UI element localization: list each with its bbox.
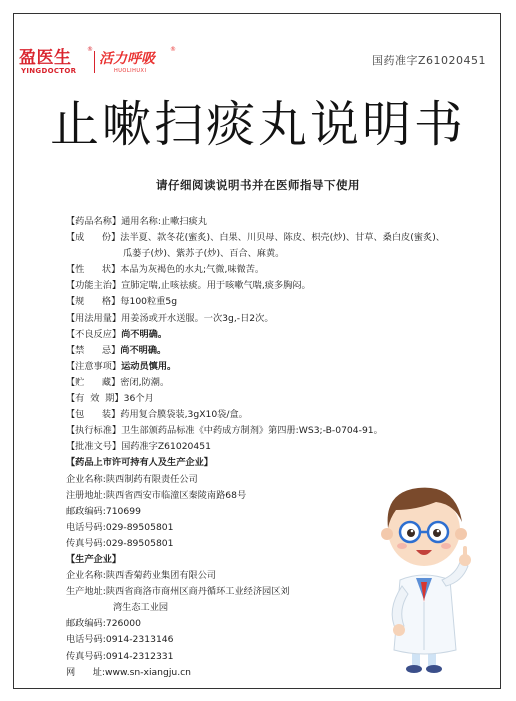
field-label: 【批准文号】 — [66, 441, 122, 453]
holder-value: 710699 — [105, 505, 141, 517]
field-specification — [66, 294, 476, 310]
maker-label: 邮政编码: — [66, 618, 106, 630]
field-label: 【禁 忌】 — [66, 344, 121, 356]
field-label: 【规 格】 — [66, 296, 121, 308]
field-label: 【执行标准】 — [66, 425, 122, 437]
maker-heading: 【生产企业】 — [66, 553, 122, 565]
holder-label: 电话号码: — [66, 521, 106, 533]
field-label: 【功能主治】 — [66, 280, 122, 292]
holder-label: 邮政编码: — [66, 505, 106, 517]
holder-value: 029-89505801 — [105, 521, 174, 533]
brand-divider — [94, 51, 95, 73]
holder-label: 企业名称: — [66, 473, 106, 485]
holder-heading: 【药品上市许可持有人及生产企业】 — [66, 457, 213, 469]
shoe-left — [406, 665, 422, 673]
brand2-logo-main: 活力呼吸 — [99, 51, 155, 67]
field-label: 【性 状】 — [66, 264, 121, 276]
field-label: 【药品名称】 — [66, 216, 122, 227]
field-indications — [66, 278, 476, 294]
registered-icon: ® — [87, 46, 93, 53]
field-value: 36个月 — [123, 393, 154, 405]
page-subtitle: 请仔细阅读说明书并在医师指导下使用 — [156, 178, 360, 192]
field-label: 【有 效 期】 — [66, 393, 124, 405]
field-value: 国药准字Z61020451 — [121, 441, 211, 453]
field-ingredients — [66, 230, 476, 246]
holder-value: 陕西省西安市临潼区秦陵南路68号 — [105, 489, 247, 501]
brand-logo-sub: YINGDOCTOR — [21, 67, 77, 75]
field-value: 每100粒重5g — [120, 296, 178, 308]
field-adverse-reactions — [66, 327, 476, 343]
shoe-right — [426, 665, 442, 673]
field-label: 【注意事项】 — [66, 360, 122, 372]
field-drug-name — [66, 214, 476, 230]
maker-label: 生产地址: — [66, 586, 106, 598]
cheek-left — [397, 543, 407, 549]
maker-value: 陕西香菊药业集团有限公司 — [105, 570, 217, 582]
page-title: 止嗽扫痰丸说明书 — [49, 96, 466, 153]
field-shelf-life — [66, 391, 476, 407]
maker-label: 传真号码: — [66, 650, 106, 662]
ear-right — [455, 528, 467, 540]
field-value: 法半夏、款冬花(蜜炙)、白果、川贝母、陈皮、枳壳(炒)、甘草、桑白皮(蜜炙)、 — [120, 232, 445, 244]
maker-value: 0914-2312331 — [105, 650, 174, 662]
field-contraindications — [66, 343, 476, 359]
field-value: 尚不明确。 — [120, 344, 167, 356]
field-description — [66, 262, 476, 278]
approval-number: 国药准字Z61020451 — [371, 54, 486, 67]
pointing-finger — [463, 546, 467, 556]
holder-value: 029-89505801 — [105, 537, 174, 549]
field-value: 密闭,防潮。 — [120, 376, 170, 388]
field-value: 尚不明确。 — [121, 328, 168, 340]
registered-icon: ® — [170, 46, 176, 53]
brand2-logo-sub: HUOLIHUXI — [114, 68, 147, 74]
maker-value: 陕西省商洛市商州区商丹循环工业经济园区刘 — [105, 586, 290, 598]
holder-value: 陕西制药有限责任公司 — [105, 473, 198, 485]
maker-label: 企业名称: — [66, 570, 106, 582]
field-ingredients-continued: 瓜蒌子(炒)、紫苏子(炒)、百合、麻黄。 — [123, 248, 285, 260]
field-value: 用姜汤或开水送服。一次3g,-日2次。 — [121, 312, 274, 324]
field-value: 药用复合膜袋装,3gX10袋/盒。 — [120, 409, 248, 421]
ear-left — [381, 528, 393, 540]
field-label: 【用法用量】 — [66, 312, 122, 324]
field-label: 【包 装】 — [66, 409, 121, 421]
holder-label: 注册地址: — [66, 489, 106, 501]
holder-label: 传真号码: — [66, 537, 106, 549]
field-value: 本品为灰褐色的水丸;气微,味微苦。 — [120, 264, 265, 276]
maker-address-continued: 湾生态工业园 — [113, 602, 169, 614]
field-label: 【贮 藏】 — [66, 376, 121, 388]
brand-logo-main: 盈医生 — [19, 48, 72, 68]
field-label: 【不良反应】 — [66, 328, 122, 340]
field-value: 运动员慎用。 — [121, 360, 177, 372]
maker-label: 电话号码: — [66, 634, 106, 646]
field-standard — [66, 423, 476, 439]
hand-left — [393, 624, 405, 636]
maker-label: 网 址: — [66, 666, 105, 678]
field-storage — [66, 375, 476, 391]
field-value: 卫生部颁药品标准《中药成方制剂》第四册:WS3;-B-0704-91。 — [121, 425, 383, 437]
field-approval — [66, 439, 476, 455]
maker-value: www.sn-xiangju.cn — [105, 666, 191, 678]
field-package — [66, 407, 476, 423]
cheek-right — [441, 543, 451, 549]
maker-value: 0914-2313146 — [105, 634, 174, 646]
field-value: 通用名称:止嗽扫痰丸 — [121, 216, 207, 227]
doctor-mascot-illustration — [366, 470, 481, 680]
maker-value: 726000 — [105, 618, 141, 630]
eye-left-highlight — [411, 530, 414, 533]
field-label: 【成 份】 — [66, 232, 121, 244]
eye-right-highlight — [437, 530, 440, 533]
field-precautions — [66, 359, 476, 375]
field-value: 宣肺定喘,止咳祛痰。用于咳嗽气喘,痰多胸闷。 — [121, 280, 311, 292]
field-dosage — [66, 311, 476, 327]
